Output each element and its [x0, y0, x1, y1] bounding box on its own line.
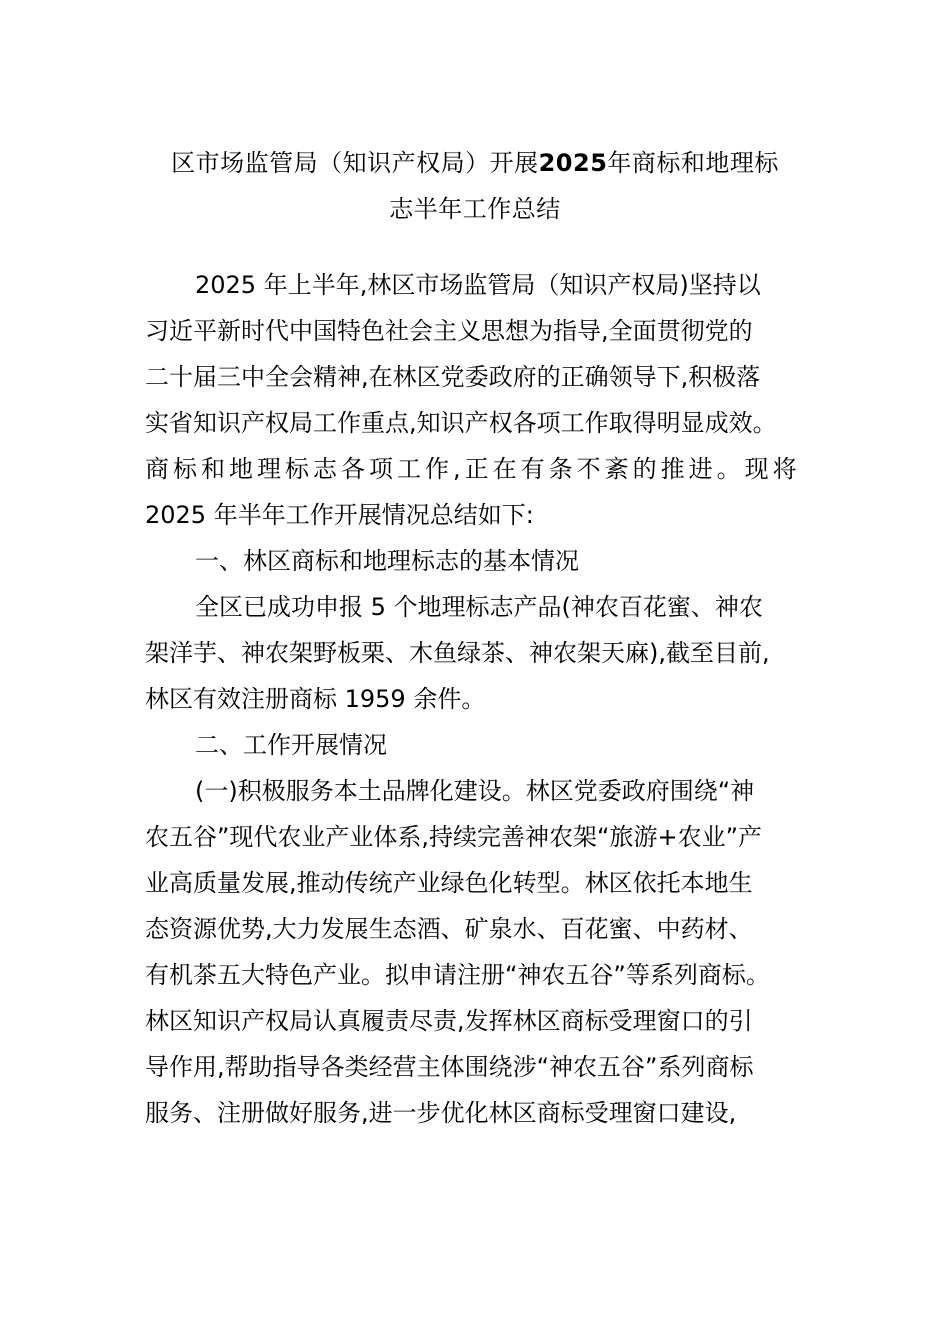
section2-line: 态资源优势,大力发展生态酒、矿泉水、百花蜜、中药材、 [145, 915, 753, 943]
document-body [145, 262, 825, 1136]
section2-line: 导作用,帮助指导各类经营主体围绕涉“神农五谷”系列商标 [145, 1053, 754, 1081]
title-prefix: 区市场监管局（知识产权局）开展 [171, 149, 539, 177]
section2-line: 林区知识产权局认真履责尽责,发挥林区商标受理窗口的引 [145, 1007, 753, 1035]
intro-line: 二十届三中全会精神,在林区党委政府的正确领导下,积极落 [145, 363, 761, 391]
section2-line: 服务、注册做好服务,进一步优化林区商标受理窗口建设, [145, 1099, 737, 1127]
section2-line: 农五谷”现代农业产业体系,持续完善神农架“旅游+农业”产 [145, 823, 763, 851]
section-heading-2: 二、工作开展情况 [195, 731, 387, 759]
intro-line: 2025 年半年工作开展情况总结如下: [145, 501, 534, 529]
intro-line: 商标和地理标志各项工作,正在有条不紊的推进。现将 [145, 455, 801, 483]
section2-line: 有机茶五大特色产业。拟申请注册“神农五谷”等系列商标。 [145, 961, 770, 989]
section2-line: 业高质量发展,推动传统产业绿色化转型。林区依托本地生 [145, 869, 753, 897]
document-title [145, 140, 805, 232]
section1-line: 架洋芋、神农架野板栗、木鱼绿茶、神农架天麻),截至目前, [145, 639, 770, 667]
title-line-2: 志半年工作总结 [389, 195, 561, 223]
section2-line: (一)积极服务本土品牌化建设。林区党委政府围绕“神 [195, 777, 755, 805]
title-suffix: 年商标和地理标 [607, 149, 779, 177]
intro-line: 实省知识产权局工作重点,知识产权各项工作取得明显成效。 [145, 409, 777, 437]
section1-line: 林区有效注册商标 1959 余件。 [145, 685, 486, 713]
section1-line: 全区已成功申报 5 个地理标志产品(神农百花蜜、神农 [195, 593, 763, 621]
intro-line: 习近平新时代中国特色社会主义思想为指导,全面贯彻党的 [145, 317, 753, 345]
section-heading-1: 一、林区商标和地理标志的基本情况 [195, 547, 579, 575]
title-year: 2025 [538, 149, 608, 177]
title-line-1 [145, 140, 805, 186]
intro-line: 2025 年上半年,林区市场监管局（知识产权局)坚持以 [195, 271, 761, 299]
